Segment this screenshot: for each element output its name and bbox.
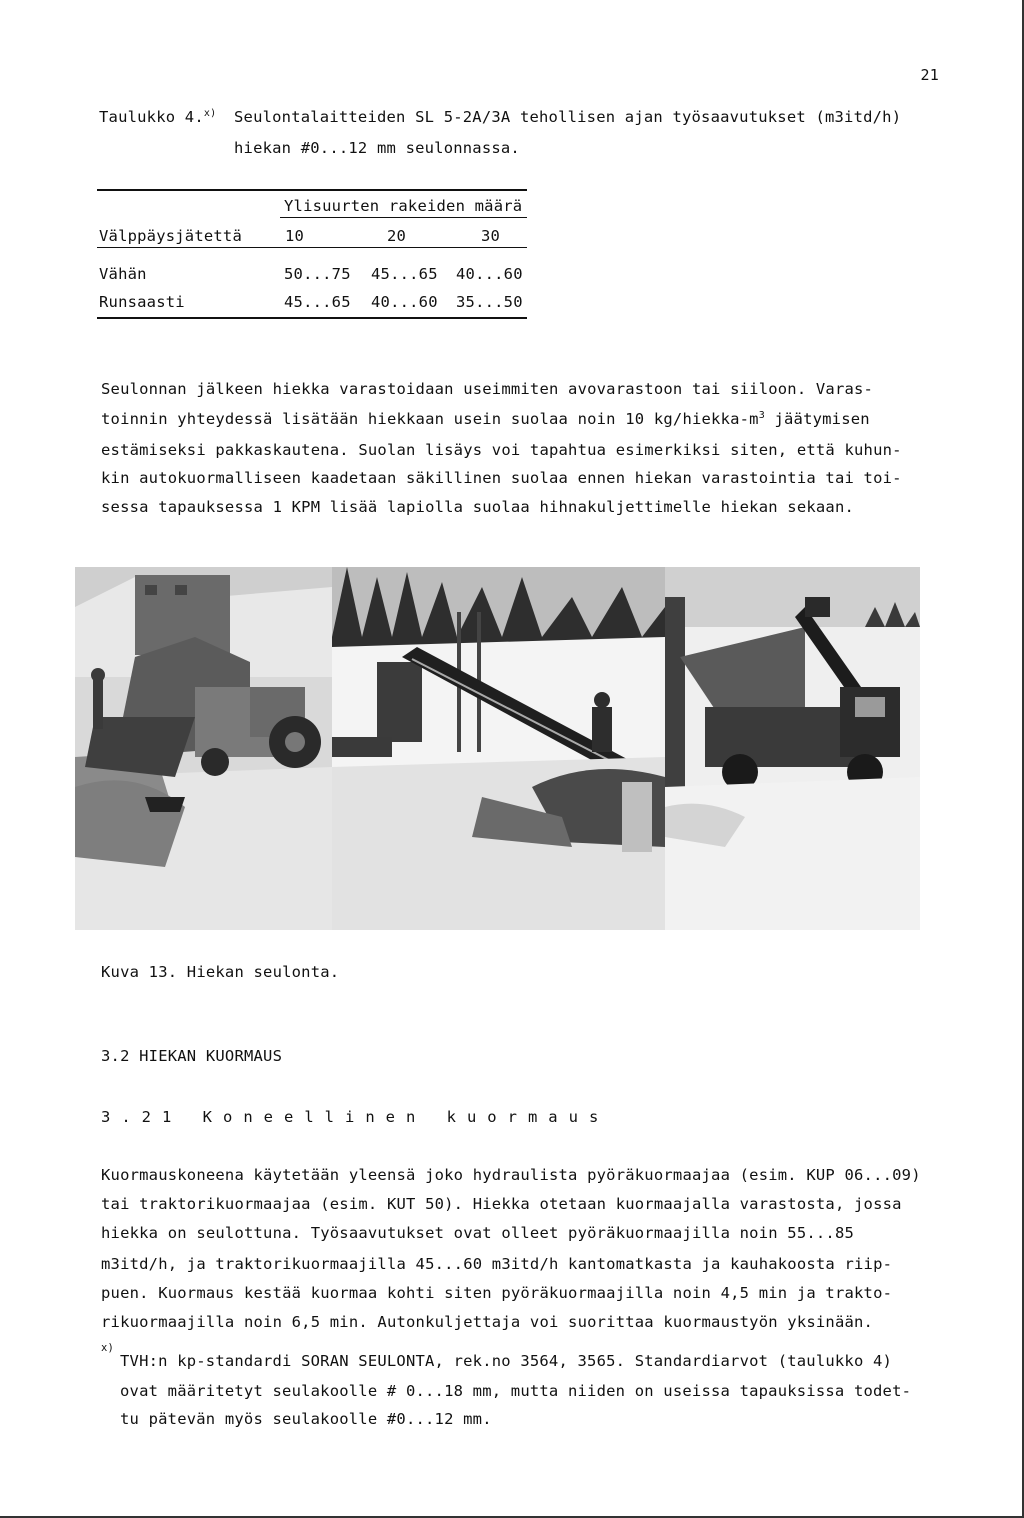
table-column-header: 30	[481, 227, 501, 245]
table-caption-footnote-mark: x)	[203, 108, 217, 119]
subsection-heading: 3.21 Koneellinen kuormaus	[101, 1108, 610, 1126]
page-number: 21	[920, 66, 939, 84]
table-cell: 45...65	[284, 293, 351, 311]
photo-tractor-loader	[75, 567, 332, 930]
paragraph-line: Kuormauskoneena käytetään yleensä joko hydraulista pyöräkuormaajaa (esim. KUP 06...09)	[101, 1166, 921, 1184]
table-bottom-rule	[97, 317, 527, 319]
paragraph-line: hiekka on seulottuna. Työsaavutukset ovat olleet pyöräkuormaajilla noin 55...85	[101, 1224, 855, 1242]
paragraph-line: Seulonnan jälkeen hiekka varastoidaan useimmiten avovarastoon tai siiloon. Varas-	[101, 380, 874, 398]
table-group-rule	[280, 217, 527, 218]
table-group-header: Ylisuurten rakeiden määrä	[284, 197, 523, 215]
paragraph-line: tai traktorikuormaajaa (esim. KUT 50). Hiekka otetaan kuormaajalla varastosta, jossa	[101, 1195, 902, 1213]
paragraph-line: m3itd/h, ja traktorikuormaajilla 45...60 m3itd/h kantomatkasta ja kauhakoosta riip-	[101, 1255, 893, 1273]
paragraph-line: rikuormaajilla noin 6,5 min. Autonkuljettaja voi suorittaa kuormaustyön yksinään.	[101, 1313, 874, 1331]
paragraph-line: puen. Kuormaus kestää kuormaa kohti siten pyöräkuormaajilla noin 4,5 min ja trakto-	[101, 1284, 893, 1302]
table-cell: 50...75	[284, 265, 351, 283]
section-heading: 3.2 HIEKAN KUORMAUS	[101, 1047, 283, 1065]
paragraph-line: kin autokuormalliseen kaadetaan säkillinen suolaa ennen hiekan varastointia tai toi-	[101, 469, 902, 487]
photo-truck-hopper	[665, 567, 920, 930]
table-cell: 45...65	[371, 265, 438, 283]
photo-strip	[75, 567, 920, 930]
table-column-header: 20	[387, 227, 407, 245]
paragraph-line: toinnin yhteydessä lisätään hiekkaan usein suolaa noin 10 $kg/hiekka-m^3$ jäätymisen	[101, 410, 870, 428]
table-cell: 35...50	[456, 293, 523, 311]
table-cell: 40...60	[456, 265, 523, 283]
figure-caption: Kuva 13. Hiekan seulonta.	[101, 963, 340, 981]
table-caption-line2: hiekan #0...12 mm seulonnassa.	[234, 139, 520, 157]
table-caption-line1: Seulontalaitteiden SL 5-2A/3A tehollisen ajan työsaavutukset (m3itd/h)	[234, 108, 902, 126]
paragraph-line: sessa tapauksessa 1 KPM lisää lapiolla suolaa hihnakuljettimelle hiekan sekaan.	[101, 498, 855, 516]
footnote-line: ovat määritetyt seulakoolle # 0...18 mm, mutta niiden on useissa tapauksissa todet-	[120, 1382, 912, 1400]
table-column-header: 10	[285, 227, 305, 245]
table-caption-label: Taulukko 4.$^{x)}$	[99, 108, 217, 126]
paragraph-line: estämiseksi pakkaskautena. Suolan lisäys voi tapahtua esimerkiksi siten, että kuhun-	[101, 441, 902, 459]
footnote-mark: x)	[101, 1342, 115, 1354]
photo-conveyor	[332, 567, 665, 930]
table-top-rule	[97, 189, 527, 191]
table-header-rule	[97, 247, 527, 248]
table-row-header: Välppäysjätettä	[99, 227, 242, 245]
table-cell: 40...60	[371, 293, 438, 311]
footnote-line: tu pätevän myös seulakoolle #0...12 mm.	[120, 1410, 492, 1428]
table-row-label: Runsaasti	[99, 293, 185, 311]
superscript: 3	[758, 410, 765, 421]
footnote-line: TVH:n kp-standardi SORAN SEULONTA, rek.no 3564, 3565. Standardiarvot (taulukko 4)	[120, 1352, 893, 1370]
table-row-label: Vähän	[99, 265, 147, 283]
